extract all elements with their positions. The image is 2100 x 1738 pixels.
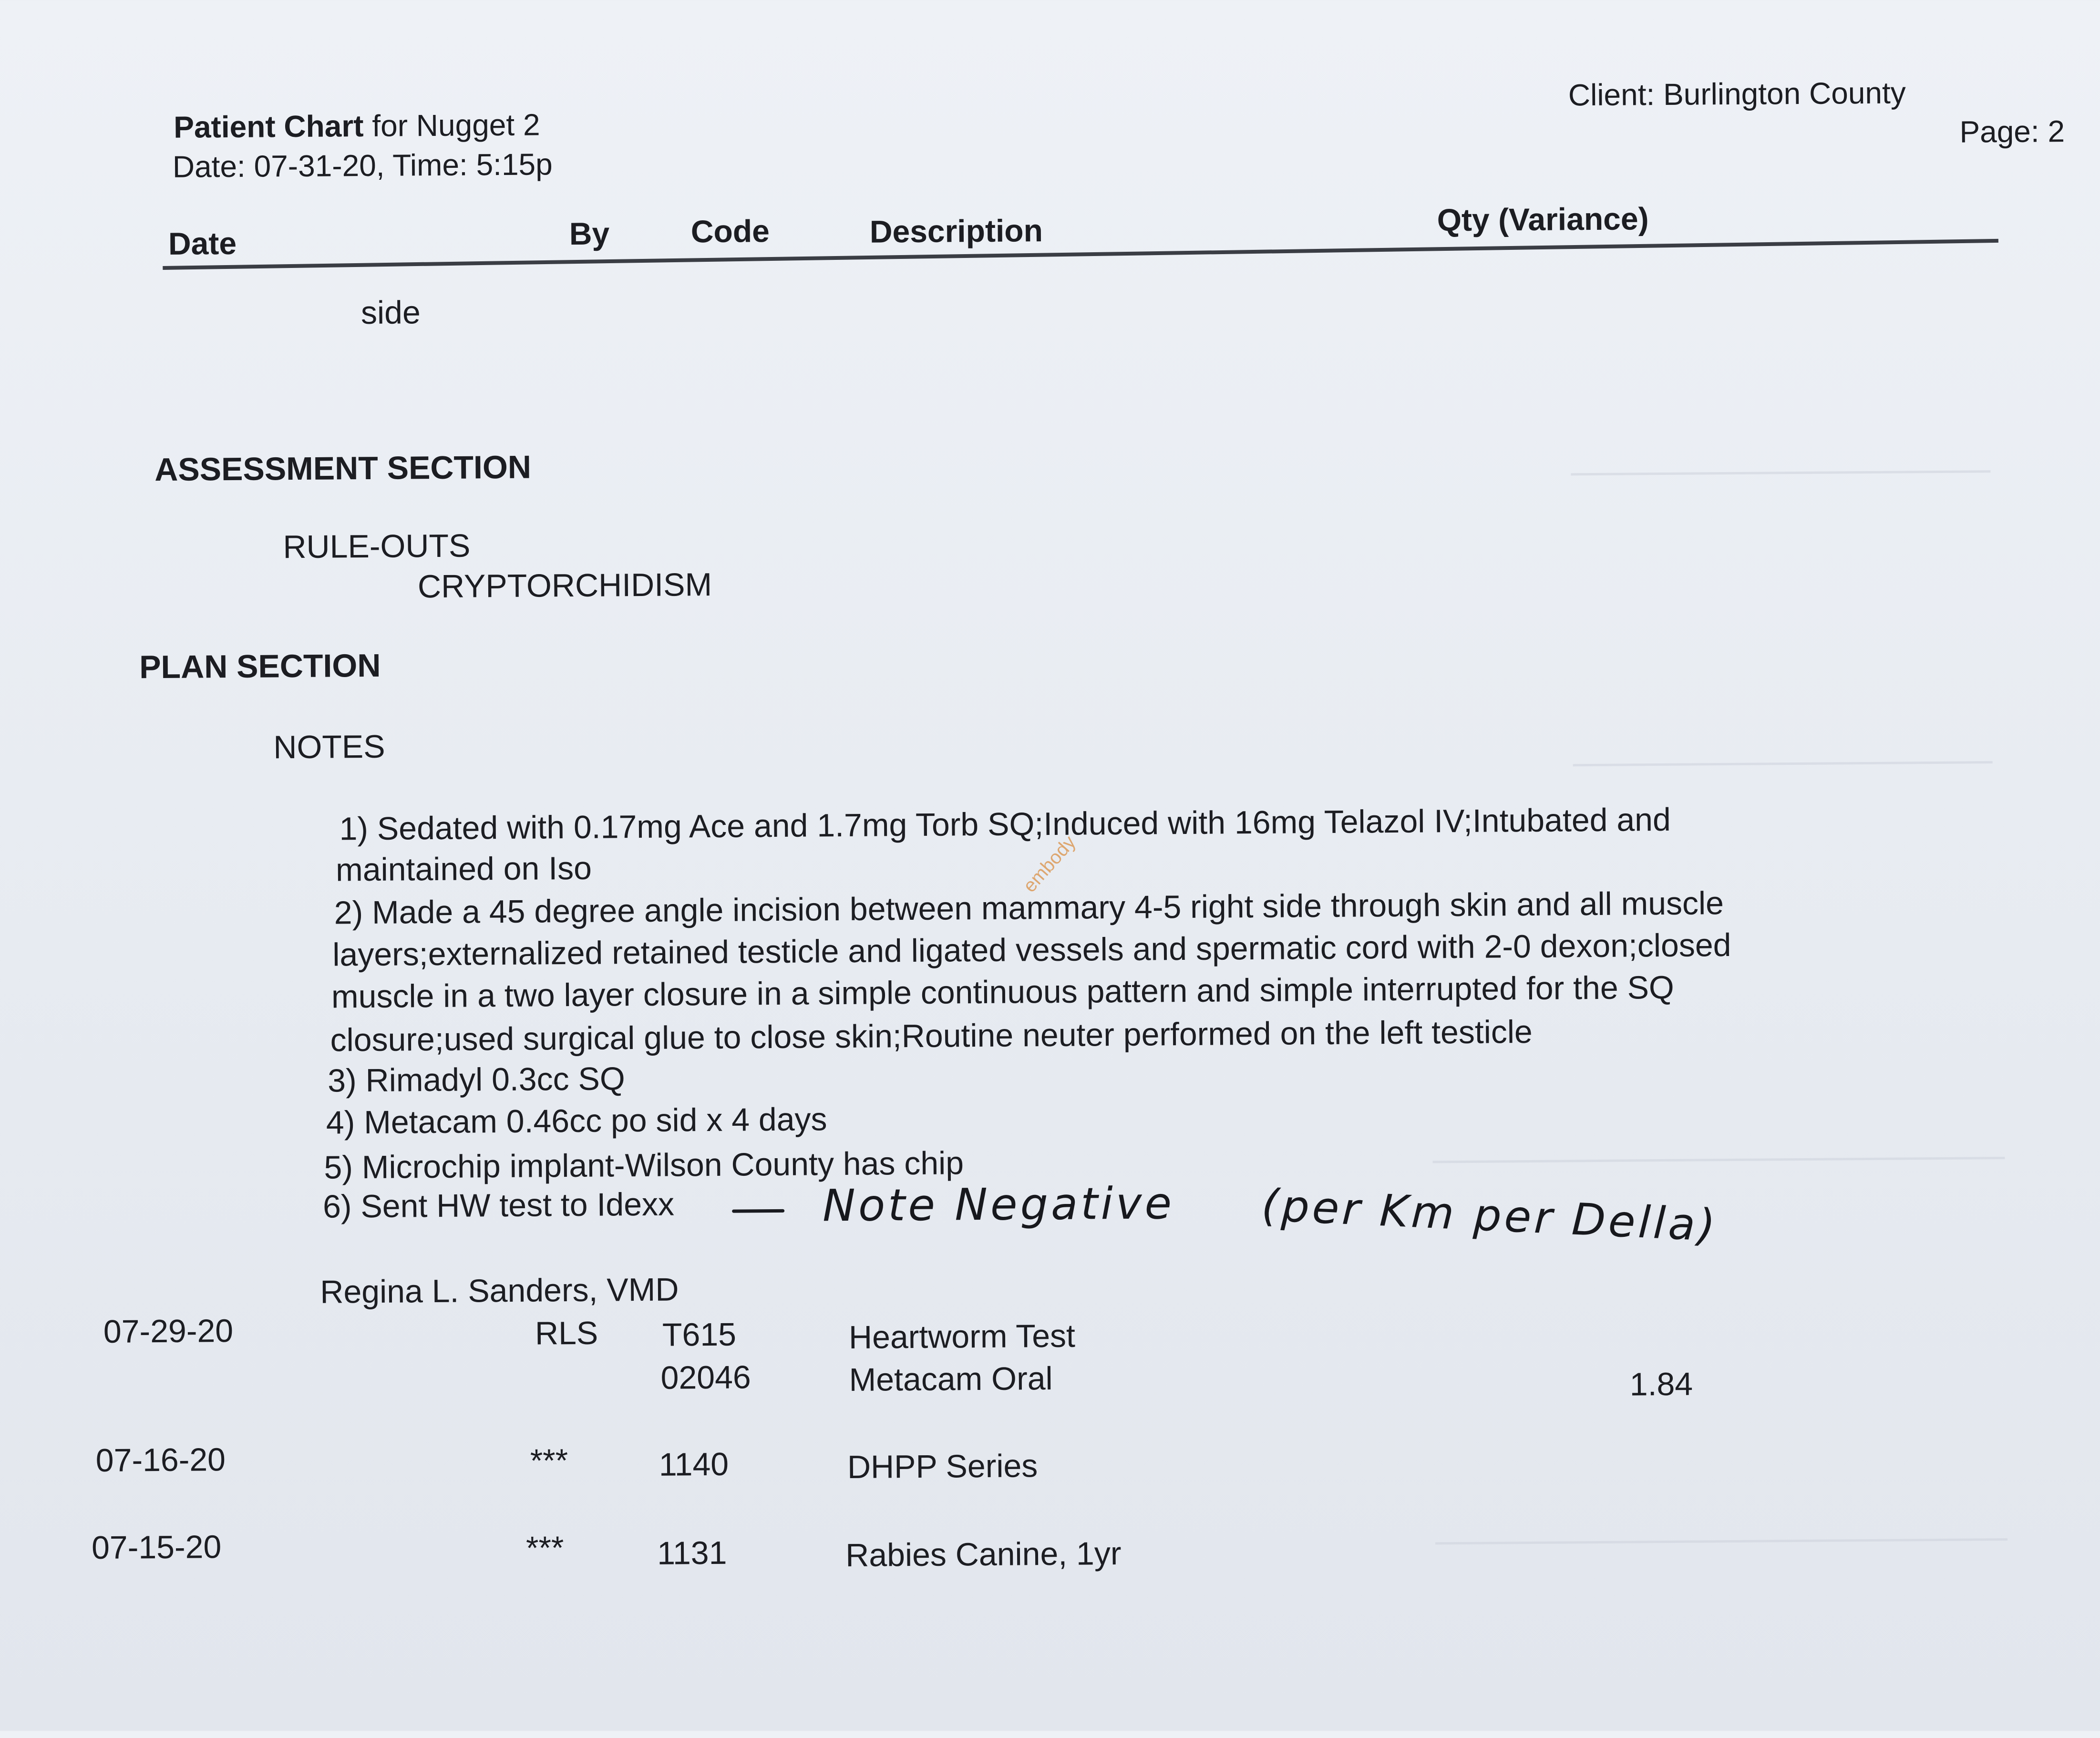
bleed-through-rule <box>1573 761 1993 766</box>
entry-code: 02046 <box>660 1359 751 1396</box>
notes-label: NOTES <box>273 728 385 766</box>
note-line: 6) Sent HW test to Idexx <box>322 1186 675 1225</box>
chart-title-patient: for Nugget 2 <box>372 107 540 143</box>
entry-by: *** <box>530 1442 568 1479</box>
note-line: layers;externalized retained testicle and ligated vessels and spermatic cord with 2-0 dexon;closed <box>332 927 1731 973</box>
page-number: Page: 2 <box>1959 114 2065 149</box>
chart-date: Date: 07-31-20, Time: 5:15p <box>172 147 553 184</box>
handwritten-note-source: (per Km per Della) <box>1260 1179 1719 1252</box>
chart-title-bold: Patient Chart <box>174 108 364 144</box>
note-line: 1) Sedated with 0.17mg Ace and 1.7mg Torb SQ;Induced with 16mg Telazol IV;Intubated and <box>339 801 1671 847</box>
entry-description: Rabies Canine, 1yr <box>845 1535 1122 1574</box>
note-line: maintained on Iso <box>335 850 592 888</box>
note-line: 4) Metacam 0.46cc po sid x 4 days <box>326 1101 827 1141</box>
header-divider <box>163 239 1998 270</box>
col-header-by: By <box>569 216 610 251</box>
plan-heading: PLAN SECTION <box>139 647 381 686</box>
client-name: Client: Burlington County <box>1568 75 1906 113</box>
bleed-through-rule <box>1432 1157 2005 1163</box>
col-header-date: Date <box>168 225 237 261</box>
entry-description: Metacam Oral <box>849 1360 1053 1398</box>
watermark: embody <box>1019 832 1080 896</box>
note-line: 2) Made a 45 degree angle incision between mammary 4-5 right side through skin and all muscle <box>334 885 1724 931</box>
col-header-qty: Qty (Variance) <box>1437 201 1649 238</box>
rule-out-item: CRYPTORCHIDISM <box>417 566 712 605</box>
signature: Regina L. Sanders, VMD <box>320 1271 679 1310</box>
handwritten-note: Note Negative <box>822 1178 1175 1232</box>
bleed-through-rule <box>1435 1538 2007 1544</box>
entry-code: 1140 <box>659 1446 729 1483</box>
entry-by: RLS <box>535 1315 598 1352</box>
note-line: 5) Microchip implant-Wilson County has chip <box>324 1145 964 1186</box>
note-line: muscle in a two layer closure in a simple continuous pattern and simple interrupted for the SQ <box>331 969 1675 1015</box>
entry-qty: 1.84 <box>1629 1366 1693 1403</box>
rule-outs-label: RULE-OUTS <box>283 527 471 566</box>
col-header-description: Description <box>869 213 1043 249</box>
bleed-through-text <box>1359 98 1367 133</box>
entry-description: DHPP Series <box>847 1448 1038 1485</box>
chart-title <box>174 109 540 142</box>
note-line: closure;used surgical glue to close skin;Routine neuter performed on the left testicle <box>330 1013 1533 1059</box>
carryover-text: side <box>360 294 421 331</box>
entry-date: 07-16-20 <box>95 1441 226 1479</box>
entry-code: T615 <box>662 1316 737 1353</box>
entry-by: *** <box>525 1530 564 1566</box>
col-header-code: Code <box>690 213 770 249</box>
handwritten-dash <box>732 1209 784 1213</box>
entry-date: 07-15-20 <box>91 1529 222 1566</box>
bleed-through-rule <box>1571 470 1990 475</box>
assessment-heading: ASSESSMENT SECTION <box>154 449 532 488</box>
entry-date: 07-29-20 <box>103 1312 234 1350</box>
entry-description: Heartworm Test <box>848 1317 1076 1356</box>
entry-code: 1131 <box>657 1534 727 1572</box>
note-line: 3) Rimadyl 0.3cc SQ <box>327 1060 626 1099</box>
